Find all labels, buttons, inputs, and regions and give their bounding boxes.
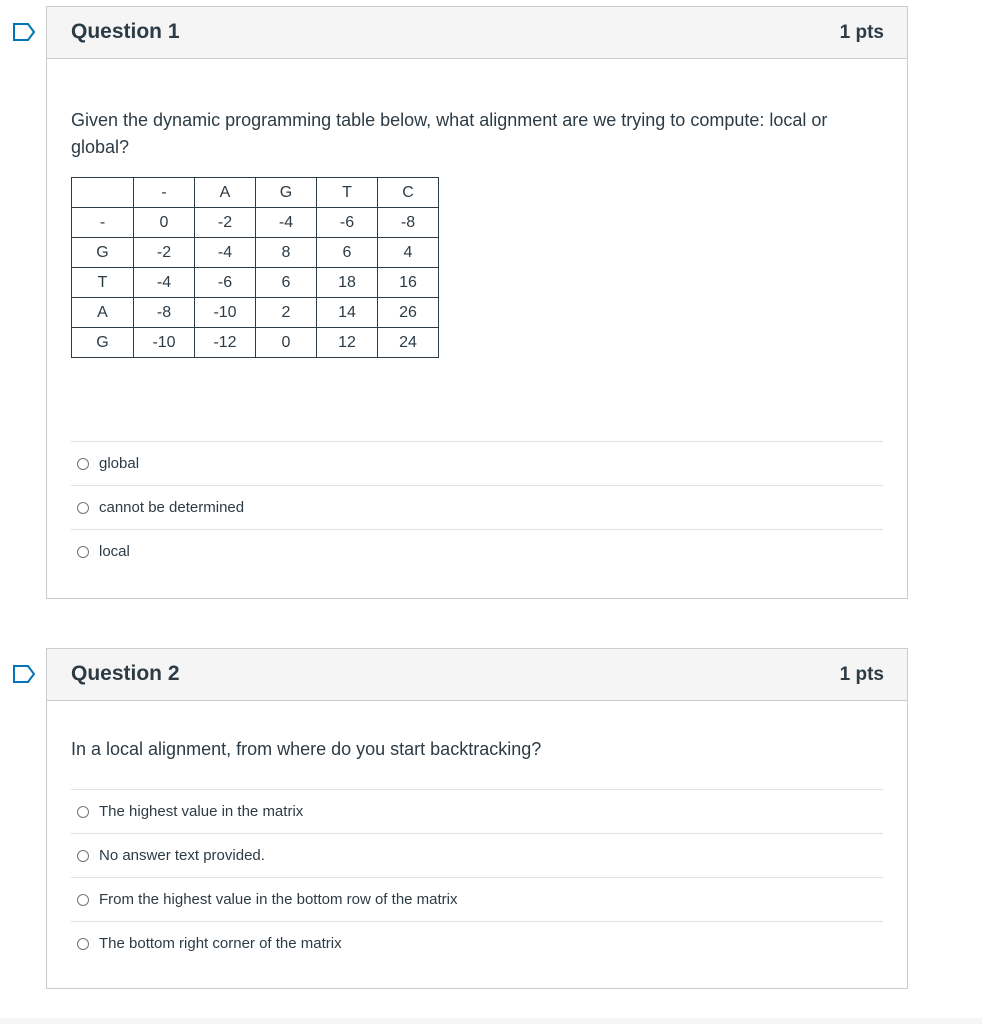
table-cell: 12 — [317, 328, 378, 358]
table-cell: T — [317, 178, 378, 208]
question-text: Given the dynamic programming table below, what alignment are we trying to compute: local or global? — [71, 110, 828, 157]
table-cell: 0 — [256, 328, 317, 358]
table-cell: -10 — [195, 298, 256, 328]
radio-button[interactable] — [77, 546, 89, 558]
table-cell — [72, 178, 134, 208]
table-cell: 18 — [317, 268, 378, 298]
table-cell: -2 — [195, 208, 256, 238]
question-header — [47, 7, 907, 59]
question-2 — [46, 648, 908, 989]
table-cell: 8 — [256, 238, 317, 268]
flag-question-icon[interactable] — [12, 664, 36, 684]
table-cell: - — [134, 178, 195, 208]
question-title: Question 1 — [71, 20, 180, 43]
radio-button[interactable] — [77, 806, 89, 818]
table-cell: -10 — [134, 328, 195, 358]
radio-button[interactable] — [77, 850, 89, 862]
table-row — [72, 328, 439, 358]
answer-label: cannot be determined — [99, 499, 245, 516]
answer-label: local — [99, 543, 130, 560]
table-cell: G — [72, 328, 134, 358]
table-cell: -4 — [256, 208, 317, 238]
answer-option[interactable] — [71, 442, 883, 486]
answer-option[interactable] — [71, 486, 883, 530]
table-row — [72, 208, 439, 238]
question-1 — [46, 6, 908, 599]
answer-option[interactable] — [71, 834, 883, 878]
radio-button[interactable] — [77, 502, 89, 514]
answer-label: No answer text provided. — [99, 847, 265, 864]
table-row — [72, 298, 439, 328]
question-points: 1 pts — [839, 22, 884, 43]
table-cell: -8 — [378, 208, 439, 238]
table-cell: 14 — [317, 298, 378, 328]
table-cell: G — [72, 238, 134, 268]
dp-table — [71, 177, 439, 358]
answer-list — [71, 441, 883, 573]
table-cell: -4 — [134, 268, 195, 298]
table-cell: 16 — [378, 268, 439, 298]
table-cell: 2 — [256, 298, 317, 328]
table-row — [72, 178, 439, 208]
table-cell: -12 — [195, 328, 256, 358]
answer-option[interactable] — [71, 530, 883, 573]
table-cell: A — [195, 178, 256, 208]
table-cell: -2 — [134, 238, 195, 268]
question-title: Question 2 — [71, 662, 180, 685]
table-cell: A — [72, 298, 134, 328]
table-cell: C — [378, 178, 439, 208]
question-text: In a local alignment, from where do you start backtracking? — [71, 739, 542, 759]
table-row — [72, 238, 439, 268]
table-cell: G — [256, 178, 317, 208]
radio-button[interactable] — [77, 894, 89, 906]
table-cell: 0 — [134, 208, 195, 238]
answer-option[interactable] — [71, 878, 883, 922]
table-cell: -4 — [195, 238, 256, 268]
answer-label: The highest value in the matrix — [99, 803, 304, 820]
answer-option[interactable] — [71, 790, 883, 834]
answer-option[interactable] — [71, 922, 883, 965]
flag-question-icon[interactable] — [12, 22, 36, 42]
radio-button[interactable] — [77, 458, 89, 470]
answer-list — [71, 789, 883, 965]
table-cell: -6 — [195, 268, 256, 298]
table-row — [72, 268, 439, 298]
answer-label: From the highest value in the bottom row of the matrix — [99, 891, 458, 908]
table-cell: 26 — [378, 298, 439, 328]
table-cell: 6 — [256, 268, 317, 298]
table-cell: -6 — [317, 208, 378, 238]
table-cell: -8 — [134, 298, 195, 328]
table-cell: T — [72, 268, 134, 298]
page-bottom-strip — [0, 1018, 982, 1024]
answer-label: global — [99, 455, 140, 472]
table-cell: 24 — [378, 328, 439, 358]
answer-label: The bottom right corner of the matrix — [99, 935, 342, 952]
table-cell: - — [72, 208, 134, 238]
table-cell: 6 — [317, 238, 378, 268]
question-points: 1 pts — [839, 664, 884, 685]
table-cell: 4 — [378, 238, 439, 268]
radio-button[interactable] — [77, 938, 89, 950]
question-header — [47, 649, 907, 701]
